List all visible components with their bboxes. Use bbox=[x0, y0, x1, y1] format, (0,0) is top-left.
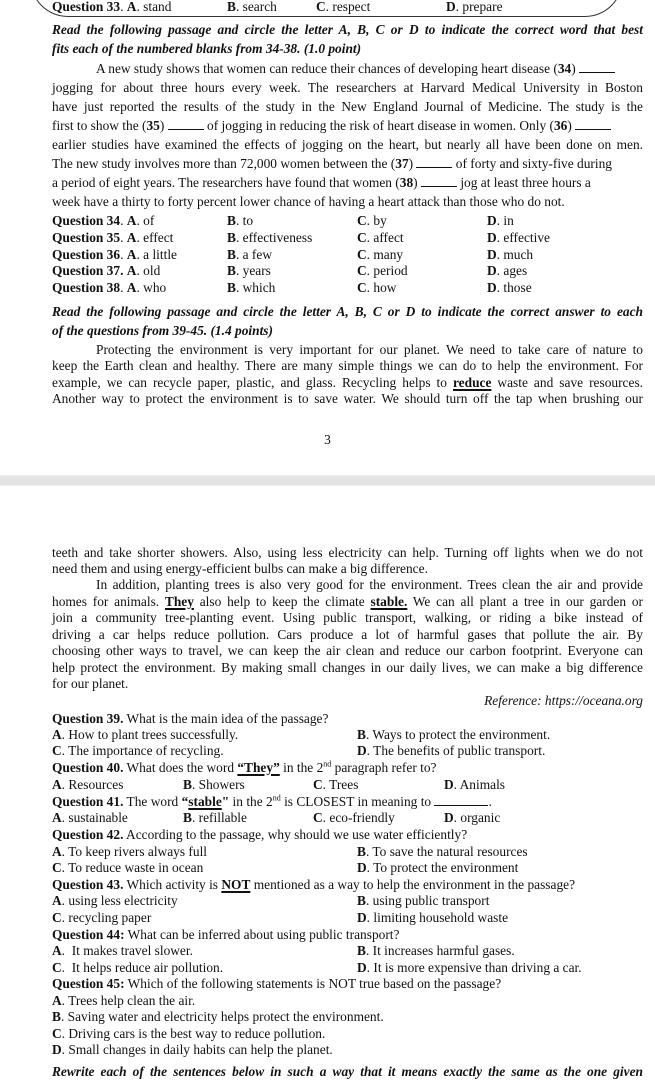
q35-b: B. effectiveness bbox=[227, 230, 313, 245]
q42-option-b: B. To save the natural resources bbox=[357, 844, 528, 859]
passage2-p1-line4: Another way to protect the environment is to save water. We should turn off the tap when brushing our bbox=[52, 391, 643, 406]
q38-d: D. those bbox=[487, 280, 532, 295]
q42-option-d: D. To protect the environment bbox=[357, 860, 519, 875]
q42-option-a: A. To keep rivers always full bbox=[52, 844, 208, 859]
q35-d: D. effective bbox=[487, 230, 550, 245]
passage1-line8: week have a thirty to forty percent lower chance of having a heart attack than those who do not. bbox=[52, 194, 565, 209]
document-page-4 bbox=[0, 486, 655, 1079]
q41-option-c: C. eco-friendly bbox=[313, 810, 395, 825]
q45-option-a: A. Trees help clean the air. bbox=[52, 993, 196, 1008]
q41-option-a: A. sustainable bbox=[52, 810, 128, 825]
q44-stem: Question 44: What can be inferred about using public transport? bbox=[52, 927, 400, 942]
passage1-line6: The new study involves more than 72,000 women between the (37) of forty and sixty-five during bbox=[52, 156, 612, 171]
q43-option-c: C. recycling paper bbox=[52, 910, 152, 925]
page-separator bbox=[0, 475, 655, 486]
q37-d: D. ages bbox=[487, 263, 528, 278]
passage2-p1-cont-line1: teeth and take shorter showers. Also, using less electricity can help. Turning off lights when we do not bbox=[52, 545, 643, 560]
passage1-line3: have just reported the results of the study in the New England Journal of Medicine. The study is the bbox=[52, 99, 643, 114]
q42-stem: Question 42. According to the passage, why should we use water efficiently? bbox=[52, 827, 468, 842]
section-instruction-34-38-line2: fits each of the numbered blanks from 34-38. (1.0 point) bbox=[52, 41, 362, 56]
q36-d: D. much bbox=[487, 247, 534, 262]
q38-a: Question 38. A. who bbox=[52, 280, 167, 295]
passage2-p1-line1: Protecting the environment is very important for our planet. We need to take care of nature to bbox=[96, 342, 643, 357]
q39-option-b: B. Ways to protect the environment. bbox=[357, 727, 551, 742]
q44-option-b: B. It increases harmful gases. bbox=[357, 943, 515, 958]
q43-option-d: D. limiting household waste bbox=[357, 910, 509, 925]
passage2-p2-line2: homes for animals. They also help to keep the climate stable. We can all plant a tree in our garden or bbox=[52, 594, 643, 609]
q34-a: Question 34. A. of bbox=[52, 213, 155, 228]
q35-c: C. affect bbox=[357, 230, 404, 245]
blank-34 bbox=[579, 61, 615, 73]
q45-option-b: B. Saving water and electricity helps protect the environment. bbox=[52, 1009, 384, 1024]
q40-option-a: A. Resources bbox=[52, 777, 124, 792]
blank-36 bbox=[575, 118, 611, 130]
q44-option-a: A. It makes travel slower. bbox=[52, 943, 193, 958]
q39-option-a: A. How to plant trees successfully. bbox=[52, 727, 239, 742]
passage2-p2-line1: In addition, planting trees is also very good for the environment. Trees clean the air and provide bbox=[96, 577, 643, 592]
blank-41 bbox=[434, 794, 488, 806]
section-instruction-39-45-line2: of the questions from 39-45. (1.4 points) bbox=[52, 323, 273, 338]
passage1-line2: jogging for about three hours every week. The researchers at Harvard Medical University in Boston bbox=[52, 80, 643, 95]
q45-stem: Question 45: Which of the following statements is NOT true based on the passage? bbox=[52, 976, 502, 991]
passage1-line5: earlier studies have examined the effects of jogging on the heart, but nearly all have been done on men. bbox=[52, 137, 643, 152]
q38-b: B. which bbox=[227, 280, 276, 295]
passage2-p1-cont-line2: need them and using energy-efficient bulbs can make a big difference. bbox=[52, 561, 428, 576]
q34-b: B. to bbox=[227, 213, 254, 228]
passage2-p1-line3: example, we can recycle paper, plastic, and glass. Recycling helps to reduce waste and save resources. bbox=[52, 375, 643, 390]
q33-option-c: C. respect bbox=[316, 0, 371, 14]
q36-a: Question 36. A. a little bbox=[52, 247, 177, 262]
q37-c: C. period bbox=[357, 263, 408, 278]
document-page-3 bbox=[0, 0, 655, 475]
highlighted-word-stable: stable. bbox=[370, 594, 408, 609]
q43-stem: Question 43. Which activity is NOT mentioned as a way to help the environment in the passage? bbox=[52, 877, 576, 892]
passage2-p1-line2: keep the Earth clean and healthy. There are many simple things we can do to help the environment. For bbox=[52, 358, 643, 373]
q40-option-b: B. Showers bbox=[183, 777, 245, 792]
passage2-p2-line3: join a community tree-planting event. Using public transport, walking, or riding a bike instead of bbox=[52, 610, 643, 625]
q39-stem: Question 39. What is the main idea of the passage? bbox=[52, 711, 329, 726]
passage2-p2-line7: for our planet. bbox=[52, 676, 129, 691]
q44-option-d: D. It is more expensive than driving a car. bbox=[357, 960, 582, 975]
q45-option-c: C. Driving cars is the best way to reduce pollution. bbox=[52, 1026, 326, 1041]
q37-a: Question 37. A. old bbox=[52, 263, 161, 278]
q39-option-d: D. The benefits of public transport. bbox=[357, 743, 546, 758]
q33-option-b: B. search bbox=[227, 0, 277, 14]
highlighted-word-they: They bbox=[164, 594, 194, 609]
passage1-line1: A new study shows that women can reduce their chances of developing heart disease (34) bbox=[96, 60, 615, 77]
blank-38 bbox=[421, 175, 457, 187]
q39-option-c: C. The importance of recycling. bbox=[52, 743, 224, 758]
q40-option-d: D. Animals bbox=[444, 777, 506, 792]
q36-c: C. many bbox=[357, 247, 404, 262]
q34-d: D. in bbox=[487, 213, 514, 228]
q33-label: Question 33. A. stand bbox=[52, 0, 172, 14]
blank-35 bbox=[168, 118, 204, 130]
blank-37 bbox=[416, 156, 452, 168]
passage1-line7: a period of eight years. The researchers have found that women (38) jog at least three hours a bbox=[52, 175, 591, 190]
q43-option-a: A. using less electricity bbox=[52, 893, 178, 908]
next-section-instruction-cut: Rewrite each of the sentences below in such a way that it means exactly the same as the one given bbox=[52, 1064, 643, 1079]
q45-option-d: D. Small changes in daily habits can help the planet. bbox=[52, 1042, 333, 1057]
q34-c: C. by bbox=[357, 213, 387, 228]
q38-c: C. how bbox=[357, 280, 397, 295]
q42-option-c: C. To reduce waste in ocean bbox=[52, 860, 204, 875]
q40-stem: Question 40. What does the word “They” in the 2nd paragraph refer to? bbox=[52, 759, 437, 775]
passage1-line4: first to show the (35) of jogging in reducing the risk of heart disease in women. Only (36) bbox=[52, 117, 611, 134]
q36-b: B. a few bbox=[227, 247, 273, 262]
q33-option-d: D. prepare bbox=[446, 0, 503, 14]
passage2-p2-line5: choosing other ways to travel, we can keep the air clean and reduce our carbon footprint. Everyone can bbox=[52, 643, 643, 658]
q41-option-b: B. refillable bbox=[183, 810, 247, 825]
q41-stem: Question 41. The word “stable" in the 2nd is CLOSEST in meaning to . bbox=[52, 793, 492, 809]
passage2-p2-line6: help protect the environment. By making small changes in our daily lives, we can make a big difference bbox=[52, 660, 643, 675]
q35-a: Question 35. A. effect bbox=[52, 230, 174, 245]
passage2-p2-line4: driving a car helps reduce pollution. Cars produce a lot of harmful gases that pollute the air. By bbox=[52, 627, 643, 642]
section-instruction-34-38-line1: Read the following passage and circle the letter A, B, C or D to indicate the correct word that best bbox=[52, 22, 643, 37]
section-instruction-39-45-line1: Read the following passage and circle the letter A, B, C or D to indicate the correct answer to each bbox=[52, 304, 643, 319]
q37-b: B. years bbox=[227, 263, 271, 278]
q43-option-b: B. using public transport bbox=[357, 893, 490, 908]
page-number: 3 bbox=[324, 432, 331, 447]
q44-option-c: C. It helps reduce air pollution. bbox=[52, 960, 224, 975]
q41-option-d: D. organic bbox=[444, 810, 501, 825]
highlighted-word-reduce: reduce bbox=[452, 375, 492, 390]
q40-option-c: C. Trees bbox=[313, 777, 359, 792]
reference-citation: Reference: https://oceana.org bbox=[484, 693, 643, 708]
